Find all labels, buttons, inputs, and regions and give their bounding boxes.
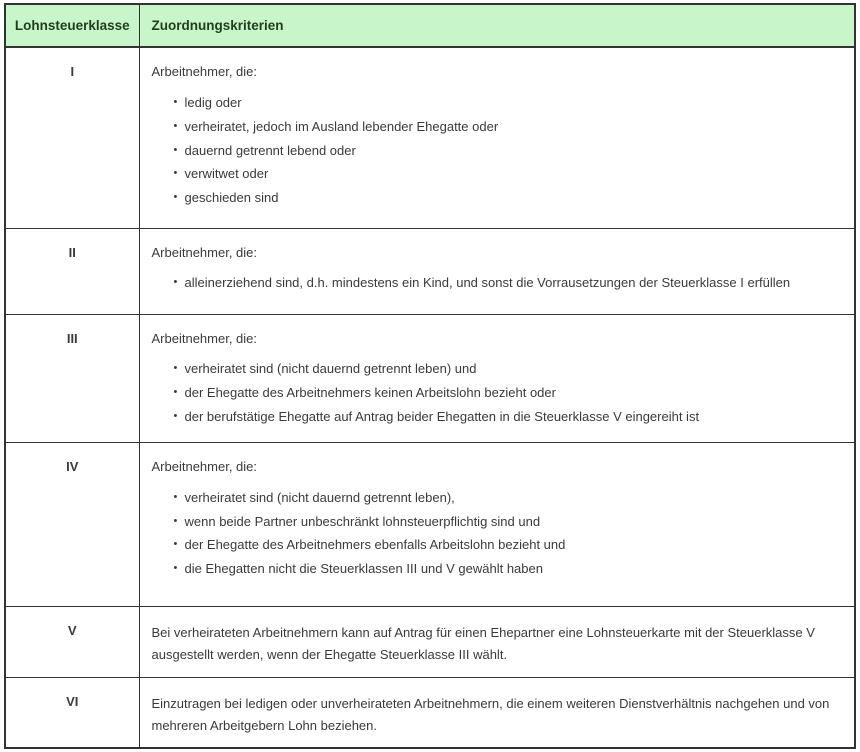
criteria-bullet: • verwitwet oder (174, 165, 841, 184)
tax-class-cell (5, 442, 139, 606)
tax-class-label: I (70, 64, 75, 79)
criteria-cell (139, 47, 855, 228)
tax-class-label: III (66, 330, 78, 346)
criteria-bullet: • alleinerziehend sind, d.h. mindestens ein Kind, und sonst die Vorrausetzungen der Steuerklasse I erfüllen (174, 274, 841, 293)
col-header-lohnsteuerklasse: Lohnsteuerklasse (5, 4, 139, 47)
criteria-bullet: • verheiratet sind (nicht dauernd getrennt leben) und (174, 360, 841, 379)
criteria-intro: Arbeitnehmer, die: (151, 244, 258, 260)
criteria-bullet: • dauernd getrennt lebend oder (174, 142, 841, 161)
criteria-intro: Einzutragen bei ledigen oder unverheirateten Arbeitnehmern, die einem weiteren Dienstverhältnis nachgehen und von mehreren Arbeitgebern Lohn beziehen. (151, 695, 830, 733)
tax-class-label: IV (66, 458, 79, 474)
criteria-bullet: • verheiratet, jedoch im Ausland lebender Ehegatte oder (174, 118, 841, 137)
criteria-intro: Arbeitnehmer, die: (151, 330, 258, 346)
criteria-bullet: • der berufstätige Ehegatte auf Antrag beider Ehegatten in die Steuerklasse V eingereiht ist (174, 408, 841, 427)
criteria-bullet: • wenn beide Partner unbeschränkt lohnsteuerpflichtig sind und (174, 513, 841, 532)
criteria-bullet-list (152, 489, 841, 579)
tax-class-cell (5, 47, 139, 228)
criteria-bullet: • geschieden sind (174, 189, 841, 208)
criteria-bullet-list (152, 274, 841, 293)
criteria-intro: Arbeitnehmer, die: (151, 64, 258, 79)
tax-class-cell (5, 228, 139, 314)
criteria-bullet: • verheiratet sind (nicht dauernd getrennt leben), (174, 489, 841, 508)
criteria-intro: Arbeitnehmer, die: (151, 458, 258, 474)
criteria-bullet-list (152, 360, 841, 427)
table-row (5, 228, 855, 314)
table-row (5, 677, 855, 748)
criteria-bullet: • der Ehegatte des Arbeitnehmers keinen Arbeitslohn bezieht oder (174, 384, 841, 403)
header-row (5, 4, 855, 47)
table-row (5, 47, 855, 228)
criteria-cell (139, 442, 855, 606)
criteria-cell (139, 228, 855, 314)
tax-class-label: II (68, 244, 76, 260)
criteria-cell (139, 606, 855, 677)
criteria-bullet: • der Ehegatte des Arbeitnehmers ebenfalls Arbeitslohn bezieht und (174, 536, 841, 555)
criteria-intro: Bei verheirateten Arbeitnehmern kann auf Antrag für einen Ehepartner eine Lohnsteuerkarte mit der Steuerklasse V ausgestellt werden, wenn der Ehegatte Steuerklasse III wählt. (151, 624, 815, 663)
table-header (5, 4, 855, 47)
col-header-zuordnungskriterien: Zuordnungskriterien (139, 4, 855, 47)
tax-class-cell (5, 314, 139, 442)
table-row (5, 314, 855, 442)
criteria-bullet: • die Ehegatten nicht die Steuerklassen III und V gewählt haben (174, 560, 841, 579)
table-row (5, 442, 855, 606)
tax-class-label: VI (66, 693, 79, 709)
lohnsteuerklassen-table (4, 3, 856, 749)
criteria-bullet: • ledig oder (174, 94, 841, 113)
table-body (5, 47, 855, 748)
tax-class-cell (5, 606, 139, 677)
criteria-bullet-list (152, 94, 841, 208)
tax-class-label: V (67, 622, 77, 638)
tax-class-cell (5, 677, 139, 748)
criteria-cell (139, 677, 855, 748)
table-row (5, 606, 855, 677)
criteria-cell (139, 314, 855, 442)
